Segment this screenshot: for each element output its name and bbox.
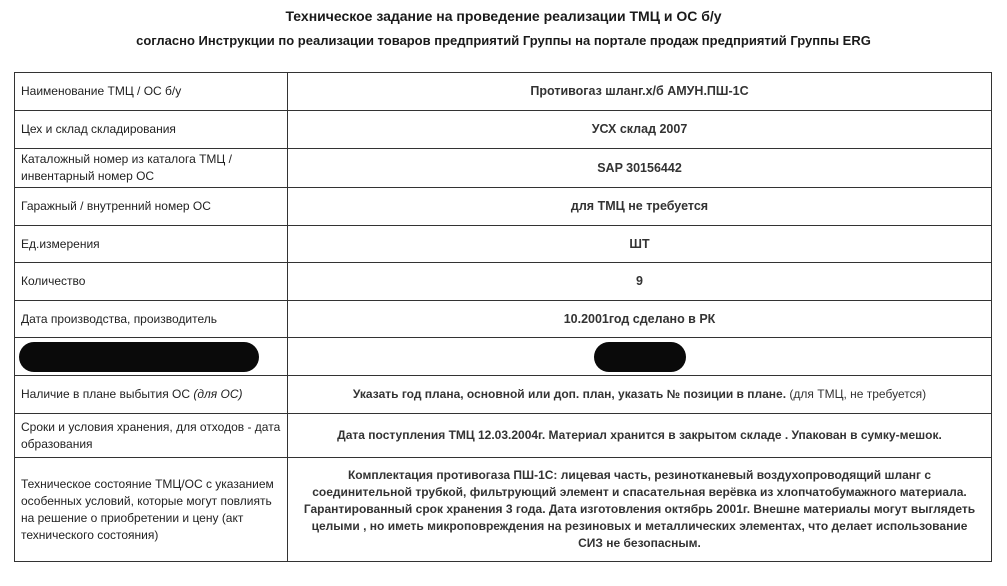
row-value: Дата поступления ТМЦ 12.03.2004г. Материал хранится в закрытом складе . Упакован в сумку-мешок.: [288, 414, 992, 458]
row-value: [288, 376, 992, 414]
row-value: Противогаз шланг.х/б АМУН.ПШ-1С: [288, 73, 992, 111]
row-value: 9: [288, 263, 992, 301]
row-label: Ед.измерения: [15, 226, 288, 263]
table-row: [15, 226, 992, 263]
table-row: [15, 73, 992, 111]
row-value: SAP 30156442: [288, 149, 992, 188]
row-value: УСХ склад 2007: [288, 111, 992, 149]
redaction-mark: [19, 342, 259, 372]
row-value: 10.2001год сделано в РК: [288, 301, 992, 338]
document-subtitle: согласно Инструкции по реализации товаров предприятий Группы на портале продаж предприятий Группы ERG: [136, 33, 871, 48]
redacted-row: [15, 338, 992, 376]
table-row: [15, 414, 992, 458]
row-label: Цех и склад складирования: [15, 111, 288, 149]
table-row: [15, 149, 992, 188]
row-value-text: Указать год плана, основной или доп. план, указать № позиции в плане.: [352, 387, 787, 401]
redacted-label: [15, 338, 288, 376]
row-value: Комплектация противогаза ПШ-1С: лицевая часть, резинотканевый воздухопроводящий шланг с соединительной трубкой, фильтрующий элемент и спасательная верёвка из хлопчатобумажного материала. Гарантированный срок хранения 3 года. Дата изготовления октябрь 2001г. Внешне материалы могут выглядеть целыми , но иметь микроповреждения на резиновых и металлических элементах, что делает использование СИЗ не безопасным.: [288, 458, 992, 562]
row-value-note: (для ТМЦ, не требуется): [789, 387, 927, 401]
row-label: Дата производства, производитель: [15, 301, 288, 338]
table-row: [15, 301, 992, 338]
table-row: [15, 458, 992, 562]
row-label: Каталожный номер из каталога ТМЦ / инвентарный номер ОС: [15, 149, 288, 188]
row-label: Сроки и условия хранения, для отходов - дата образования: [15, 414, 288, 458]
row-label: Количество: [15, 263, 288, 301]
redacted-value: [288, 338, 992, 376]
row-label: Наименование ТМЦ / ОС б/у: [15, 73, 288, 111]
row-value: ШТ: [288, 226, 992, 263]
specification-table: [14, 72, 992, 562]
document-title: Техническое задание на проведение реализации ТМЦ и ОС б/у: [285, 8, 722, 24]
table-row: [15, 188, 992, 226]
row-label-note: (для ОС): [193, 387, 243, 401]
table-row: [15, 111, 992, 149]
row-label: [15, 376, 288, 414]
row-label-text: Наличие в плане выбытия ОС: [21, 387, 191, 401]
table-row: [15, 263, 992, 301]
row-value: для ТМЦ не требуется: [288, 188, 992, 226]
row-label: Техническое состояние ТМЦ/ОС с указанием особенных условий, которые могут повлиять на решение о приобретении и цену (акт технического состояния): [15, 458, 288, 562]
redaction-mark: [594, 342, 686, 372]
table-row: [15, 376, 992, 414]
row-label: Гаражный / внутренний номер ОС: [15, 188, 288, 226]
